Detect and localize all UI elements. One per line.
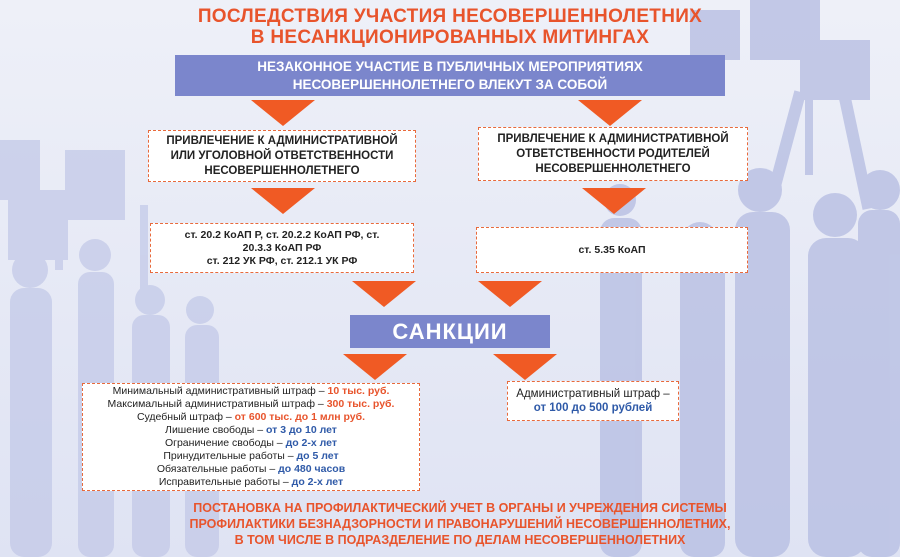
bottom-note-line-2: ПРОФИЛАКТИКИ БЕЗНАДЗОРНОСТИ И ПРАВОНАРУШЕНИЙ НЕСОВЕРШЕННОЛЕТНИХ, (189, 517, 731, 531)
sanction-label: Принудительные работы – (163, 450, 297, 462)
right-consequence-line-2: ОТВЕТСТВЕННОСТИ РОДИТЕЛЕЙ (516, 147, 710, 160)
sanction-label: Лишение свободы – (165, 424, 267, 436)
arrow-left-to-sanctions (352, 281, 416, 307)
sanction-label: Максимальный административный штраф – (107, 398, 327, 410)
title-line-2: В НЕСАНКЦИОНИРОВАННЫХ МИТИНГАХ (250, 27, 650, 48)
left-consequence-line-3: НЕСОВЕРШЕННОЛЕТНЕГО (204, 164, 360, 177)
left-consequence-line-1: ПРИВЛЕЧЕНИЕ К АДМИНИСТРАТИВНОЙ (166, 134, 398, 147)
arrow-to-left-sanctions (343, 354, 407, 380)
sanction-value: до 2-х лет (291, 476, 344, 488)
right-articles-box (476, 227, 748, 273)
sanction-value: 10 тыс. руб. (327, 385, 390, 397)
left-sanctions-box (82, 383, 420, 491)
sanction-row (83, 450, 419, 463)
left-articles-line-3: ст. 212 УК РФ, ст. 212.1 УК РФ (206, 254, 358, 267)
title-line-1: ПОСЛЕДСТВИЯ УЧАСТИЯ НЕСОВЕРШЕННОЛЕТНИХ (197, 6, 703, 27)
sanction-label: Минимальный административный штраф – (112, 385, 328, 397)
right-sanction-label: Административный штраф – (516, 388, 670, 400)
left-consequence-box (148, 130, 416, 182)
sanction-value: от 3 до 10 лет (266, 424, 337, 436)
left-articles-line-1: ст. 20.2 КоАП Р, ст. 20.2.2 КоАП РФ, ст. (184, 228, 380, 241)
arrow-to-left-consequence (251, 100, 315, 126)
sanction-row (83, 476, 419, 489)
sanctions-label: САНКЦИИ (350, 315, 550, 348)
sanction-value: до 5 лет (296, 450, 339, 462)
left-articles-box (150, 223, 414, 273)
bottom-note (150, 500, 770, 548)
right-consequence-line-3: НЕСОВЕРШЕННОЛЕТНЕГО (535, 162, 691, 175)
sanction-row (83, 398, 419, 411)
sanction-row (83, 385, 419, 398)
sanction-row (83, 411, 419, 424)
sanction-value: 300 тыс. руб. (326, 398, 395, 410)
arrow-to-left-articles (251, 188, 315, 214)
sanction-value: до 2-х лет (285, 437, 338, 449)
banner-line-1: НЕЗАКОННОЕ УЧАСТИЕ В ПУБЛИЧНЫХ МЕРОПРИЯТИЯХ (257, 59, 643, 74)
sanction-label: Ограничение свободы – (164, 437, 286, 449)
arrow-right-to-sanctions (478, 281, 542, 307)
sanction-value: от 600 тыс. до 1 млн руб. (234, 411, 366, 423)
left-articles-line-2: 20.3.3 КоАП РФ (242, 241, 322, 254)
sanction-row (83, 437, 419, 450)
sanction-row (83, 424, 419, 437)
left-consequence-line-2: ИЛИ УГОЛОВНОЙ ОТВЕТСТВЕННОСТИ (170, 149, 394, 162)
arrow-to-right-consequence (578, 100, 642, 126)
page-title (0, 6, 900, 48)
right-consequence-line-1: ПРИВЛЕЧЕНИЕ К АДМИНИСТРАТИВНОЙ (497, 132, 729, 145)
arrow-to-right-sanctions (493, 354, 557, 380)
sanction-row (83, 463, 419, 476)
right-articles-line-1: ст. 5.35 КоАП (578, 243, 646, 256)
right-sanction-box (507, 381, 679, 421)
intro-banner (175, 55, 725, 96)
sanction-label: Исправительные работы – (158, 476, 292, 488)
banner-line-2: НЕСОВЕРШЕННОЛЕТНЕГО ВЛЕКУТ ЗА СОБОЙ (292, 77, 608, 92)
bottom-note-line-1: ПОСТАНОВКА НА ПРОФИЛАКТИЧЕСКИЙ УЧЕТ В ОРГАНЫ И УЧРЕЖДЕНИЯ СИСТЕМЫ (193, 501, 727, 515)
sanction-label: Обязательные работы – (156, 463, 279, 475)
arrow-to-right-articles (582, 188, 646, 214)
right-consequence-box (478, 127, 748, 181)
sanction-label: Судебный штраф – (136, 411, 235, 423)
sanction-value: до 480 часов (278, 463, 346, 475)
right-sanction-value: от 100 до 500 рублей (533, 402, 653, 414)
bottom-note-line-3: В ТОМ ЧИСЛЕ В ПОДРАЗДЕЛЕНИЕ ПО ДЕЛАМ НЕСОВЕРШЕННОЛЕТНИХ (234, 533, 686, 547)
